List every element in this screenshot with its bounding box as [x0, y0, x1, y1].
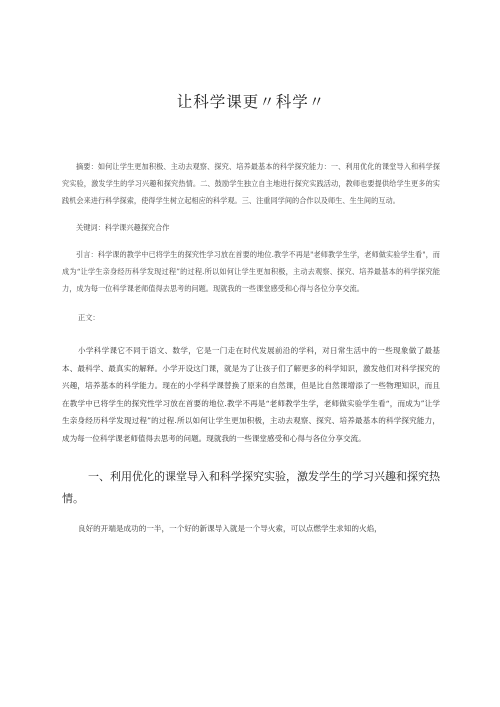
- keywords-line: 关键词：科学课兴趣探究合作: [76, 223, 170, 232]
- body-label: 正文：: [78, 313, 100, 322]
- body-paragraph-1: 小学科学课它不同于语文、数学，它是一门走在时代发展前沿的学科，对日常生活中的一些现象做了最基本、最科学、最真实的解释。小学开设这门课，就是为了让孩子们了解更多的科学知识，激发他们对科学探究的兴趣，培养基本的科学能力。现在的小学科学课替换了原来的自然课，但是比自然课增添了一些物理知识，而且在教学中已将学生的探究性学习放在首要的地位.教学不再是“老师教学生学，老师做实验学生看“，而成为”让学生亲身经历科学发现过程”的过程.所以如何让学生更加积极，主动去观察、探究、培养最基本的科学探究能力，成为每一位科学课老师值得去思考的问题。现就我的一些课堂感受和心得与各位分享交流。: [62, 346, 440, 443]
- section-heading-1: 一、利用优化的课堂导入和科学探究实验，激发学生的学习兴趣和探究热情。: [62, 469, 440, 505]
- abstract-paragraph: 摘要：如何让学生更加积极、主动去观察、探究、培养最基本的科学探究能力：一、利用优化的课堂导入和科学探究实验，激发学生的学习兴趣和探究热情。二、鼓励学生独立自主地进行探究实践活动，教师也要提供给学生更多的实践机会来进行科学探索，使得学生树立起相应的科学观。三、注重同学间的合作以及师生、生生间的互动。: [62, 162, 440, 205]
- intro-paragraph: 引言：科学课的教学中已将学生的探究性学习放在首要的地位.教学不再是"老师教学生学，老师做实验学生看"，而成为“让学生亲身经历科学发现过程”的过程.所以如何让学生更加积极，主动去观察、探究、培养最基本的科学探究能力，成为每一位科学课老师值得去思考的问题。现就我的一些课堂感受和心得与各位分享交流。: [62, 250, 440, 293]
- document-title: 让科学课更〃科学〃: [176, 93, 326, 111]
- body-paragraph-2: 良好的开端是成功的一半，一个好的新课导入就是一个导火索，可以点燃学生求知的火焰，: [78, 523, 382, 533]
